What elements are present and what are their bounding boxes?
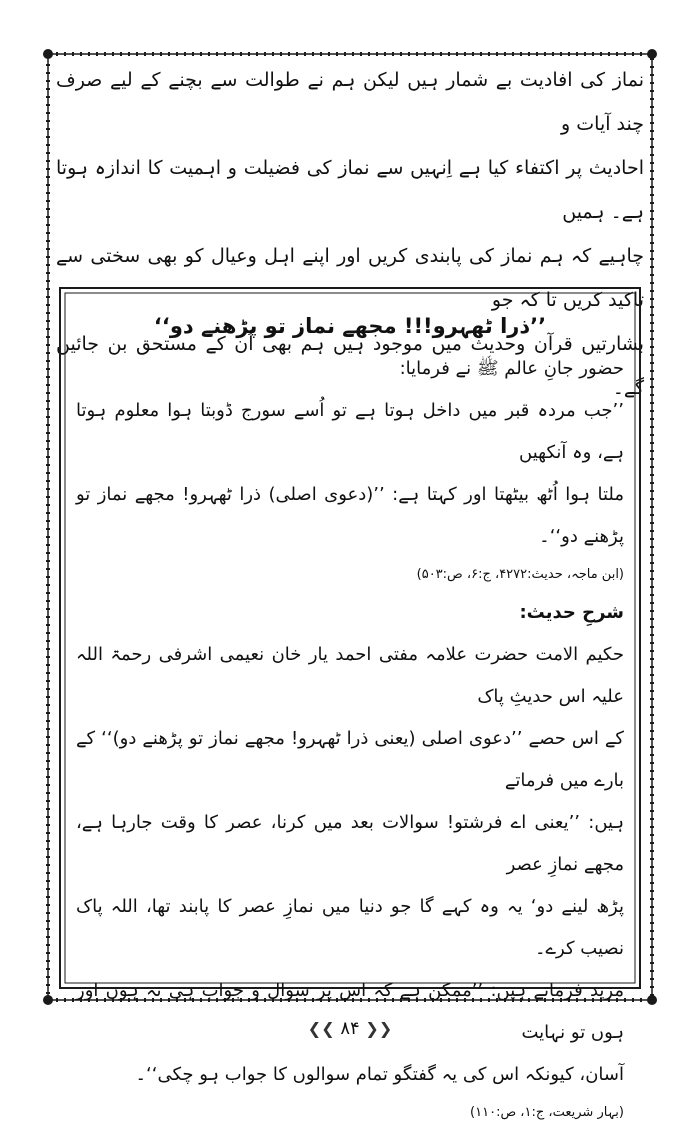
sharh-line: پڑھ لینے دو‘ یہ وہ کہے گا جو دنیا میں نمازِ عصر کا پابند تھا، اللہ پاک نصیب کرے۔: [76, 896, 624, 959]
intro-line: احادیث پر اکتفاء کیا ہے اِنہیں سے نماز کی فضیلت و اہمیت کا اندازہ ہوتا ہے۔ ہمیں: [56, 157, 644, 223]
sharh-heading: شرحِ حدیث:: [519, 602, 624, 623]
sharh-line: کے اس حصے ’’دعوی اصلی (یعنی ذرا ٹھہرو! مجھے نماز تو پڑھنے دو)‘‘ کے بارے میں فرماتے: [76, 728, 624, 791]
page-number-text: ۸۴: [340, 1018, 360, 1039]
intro-line: نماز کی افادیت بے شمار ہیں لیکن ہم نے طوالت سے بچنے کے لیے صرف چند آیات و: [56, 69, 644, 135]
sharh-line: حکیم الامت حضرت علامہ مفتی احمد یار خان نعیمی اشرفی رحمۃ اللہ علیہ اس حدیثِ پاک: [76, 644, 624, 707]
hadith-line: حضور جانِ عالم ﷺ نے فرمایا:: [399, 358, 624, 379]
ornament-icon: ❮❮: [365, 1019, 393, 1038]
sharh-line: آسان، کیونکہ اس کی یہ گفتگو تمام سوالوں کا جواب ہو چکی‘‘۔: [135, 1064, 624, 1085]
page-number: [0, 1018, 700, 1039]
sharh-line: ہیں: ’’یعنی اے فرشتو! سوالات بعد میں کرنا، عصر کا وقت جارہا ہے، مجھے نمازِ عصر: [76, 812, 624, 875]
reference: (ابن ماجہ، حدیث:۴۲۷۲، ج:۶، ص:۵۰۳): [416, 567, 624, 582]
intro-line: چاہیے کہ ہم نماز کی پابندی کریں اور اپنے اہل وعیال کو بھی سختی سے تاکید کریں تا کہ جو: [56, 245, 644, 311]
box-title: ’’ذرا ٹھہرو!!! مجھے نماز تو پڑھنے دو‘‘: [153, 314, 547, 338]
intro-line: بشارتیں قرآن وحدیث میں موجود ہیں ہم بھی اُن کے مستحق بن جائیں گے۔: [56, 333, 644, 399]
ornament-icon: ❯❯: [307, 1019, 335, 1038]
hadith-line: ملتا ہوا اُٹھ بیٹھتا اور کہتا ہے: ’’(دعوی اصلی) ذرا ٹھہرو! مجھے نماز تو پڑھنے دو‘‘۔: [76, 484, 624, 547]
hadith-line: ’’جب مردہ قبر میں داخل ہوتا ہے تو اُسے سورج ڈوبتا ہوا معلوم ہوتا ہے، وہ آنکھیں: [76, 400, 624, 463]
sharh-line: مزید فرماتے ہیں: ’’ممکن ہے کہ اس پر سوال و جواب ہی نہ ہوں اور ہوں تو نہایت: [76, 980, 624, 1043]
reference: (بہار شریعت، ج:۱، ص:۱۱۰): [470, 1105, 624, 1120]
